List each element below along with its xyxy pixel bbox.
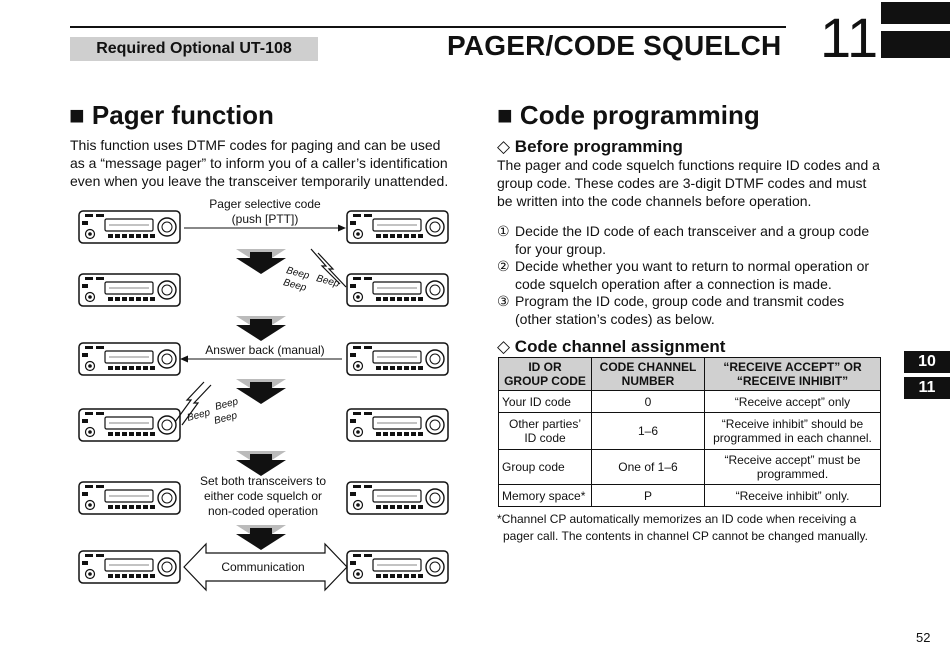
transceiver-a-3 — [79, 343, 180, 375]
column-header — [592, 358, 705, 391]
step-item — [497, 222, 882, 258]
pager-intro-line: This function uses DTMF codes for paging and can be used — [70, 137, 441, 153]
transceiver-b-6 — [347, 551, 448, 583]
transceiver-a-6 — [79, 551, 180, 583]
step-arrow-1 — [236, 249, 286, 274]
before-programming-text — [497, 156, 880, 210]
page-number: 52 — [916, 630, 931, 645]
pager-intro — [70, 136, 448, 190]
step-line: code squelch operation after a connection is made. — [515, 276, 832, 292]
table-cell: One of 1–6 — [592, 450, 705, 485]
side-tab-11[interactable]: 11 — [904, 377, 950, 399]
column-header-line: GROUP CODE — [504, 374, 586, 388]
pager-intro-line: even when you leave the transceiver temporarily unattended. — [70, 173, 449, 189]
step-arrow-4 — [236, 451, 286, 476]
table-cell — [705, 450, 881, 485]
step-line: Decide whether you want to return to normal operation or — [515, 258, 870, 274]
beep-text: Beep — [314, 273, 341, 290]
footnote-line: *Channel CP automatically memorizes an ID code when receiving a — [497, 512, 857, 526]
cell-line: “Receive inhibit” should be — [721, 417, 864, 431]
table-cell: Group code — [499, 450, 592, 485]
beep-text: Beep — [213, 396, 240, 413]
table-cell: 0 — [592, 391, 705, 413]
pager-function-heading: ■ Pager function — [69, 100, 274, 130]
transceiver-b-5 — [347, 482, 448, 514]
step-line: (other station’s codes) as below. — [515, 311, 715, 327]
header-rule — [70, 26, 786, 28]
step-line: Program the ID code, group code and transmit codes — [515, 293, 845, 309]
table-row — [499, 485, 881, 507]
transceiver-b-2 — [347, 274, 448, 306]
step-text — [515, 257, 869, 293]
cell-line: programmed in each channel. — [713, 431, 872, 445]
column-header-line: “RECEIVE INHIBIT” — [736, 374, 849, 388]
table-footnote — [497, 511, 882, 545]
table-row — [499, 391, 881, 413]
table-cell: P — [592, 485, 705, 507]
step-text — [515, 222, 869, 258]
column-header — [705, 358, 881, 391]
figure-label-line: (push [PTT]) — [231, 212, 299, 226]
transceiver-a-4 — [79, 409, 180, 441]
step-item — [497, 292, 882, 328]
transceiver-a-2 — [79, 274, 180, 306]
transceiver-a-5 — [79, 482, 180, 514]
step-line: Decide the ID code of each transceiver and a group code — [515, 223, 870, 239]
step-item — [497, 257, 882, 293]
transceiver-b-3 — [347, 343, 448, 375]
figure-label-line: non-coded operation — [207, 504, 319, 518]
side-tab-10[interactable]: 10 — [904, 351, 950, 373]
chapter-number: 11 — [820, 6, 879, 69]
table-cell: “Receive accept” only — [705, 391, 881, 413]
table-row — [499, 450, 881, 485]
code-channel-assignment-heading: ◇ Code channel assignment — [497, 337, 726, 356]
footnote-line: pager call. The contents in channel CP cannot be changed manually. — [503, 529, 868, 543]
figure-label-line: Set both transceivers to — [199, 474, 327, 488]
cell-line: Other parties’ — [508, 417, 582, 431]
step-line: for your group. — [515, 241, 607, 257]
pager-intro-line: as a “message pager” to inform you of a caller’s identification — [70, 155, 448, 171]
paragraph-line: be written into the code channels before operation. — [497, 193, 812, 209]
beep-text: Beep — [185, 407, 212, 424]
column-header-line: “RECEIVE ACCEPT” OR — [723, 360, 862, 374]
before-programming-heading: ◇ Before programming — [497, 137, 683, 156]
figure-label-page — [195, 197, 335, 227]
figure-label-line: Pager selective code — [209, 197, 321, 211]
pager-diagram — [70, 192, 460, 592]
table-cell — [705, 413, 881, 450]
code-programming-heading: ■ Code programming — [497, 100, 760, 130]
beep-text: Beep — [212, 410, 239, 427]
table-cell — [499, 413, 592, 450]
required-option-badge: Required Optional UT-108 — [70, 37, 318, 61]
answer-arrow-head — [180, 356, 188, 363]
table-cell: Your ID code — [499, 391, 592, 413]
column-header-line: NUMBER — [621, 374, 675, 388]
step-number: ① — [497, 223, 510, 239]
figure-label-set-mode — [188, 474, 338, 519]
beep-text: Beep — [284, 265, 311, 282]
step-number: ② — [497, 258, 510, 274]
chapter-title: PAGER/CODE SQUELCH — [447, 30, 782, 61]
figure-label-line: either code squelch or — [203, 489, 323, 503]
page-arrow-head — [338, 225, 346, 232]
step-text — [515, 292, 844, 328]
table-row — [499, 413, 881, 450]
transceiver-a-1 — [79, 211, 180, 243]
table-cell: 1–6 — [592, 413, 705, 450]
transceiver-b-1 — [347, 211, 448, 243]
code-channel-table — [498, 357, 881, 507]
cell-line: ID code — [524, 431, 566, 445]
step-arrow-3 — [236, 379, 286, 404]
thumb-tab-bottom — [881, 31, 950, 58]
step-arrow-5 — [236, 525, 286, 550]
beep-text: Beep — [281, 277, 308, 294]
step-arrow-2 — [236, 316, 286, 341]
thumb-tab-top — [881, 2, 950, 24]
table-header-row — [499, 358, 881, 391]
cell-line: “Receive accept” must be — [724, 453, 861, 467]
column-header — [499, 358, 592, 391]
figure-label-answer: Answer back (manual) — [205, 343, 325, 357]
table-cell: “Receive inhibit” only. — [705, 485, 881, 507]
figure-label-communication: Communication — [221, 560, 305, 574]
cell-line: programmed. — [756, 467, 829, 481]
step-number: ③ — [497, 293, 510, 309]
column-header-line: ID OR — [528, 360, 562, 374]
paragraph-line: group code. These codes are 3-digit DTMF codes and must — [497, 175, 867, 191]
paragraph-line: The pager and code squelch functions require ID codes and a — [497, 157, 880, 173]
column-header-line: CODE CHANNEL — [599, 360, 697, 374]
table-cell: Memory space* — [499, 485, 592, 507]
transceiver-b-4 — [347, 409, 448, 441]
